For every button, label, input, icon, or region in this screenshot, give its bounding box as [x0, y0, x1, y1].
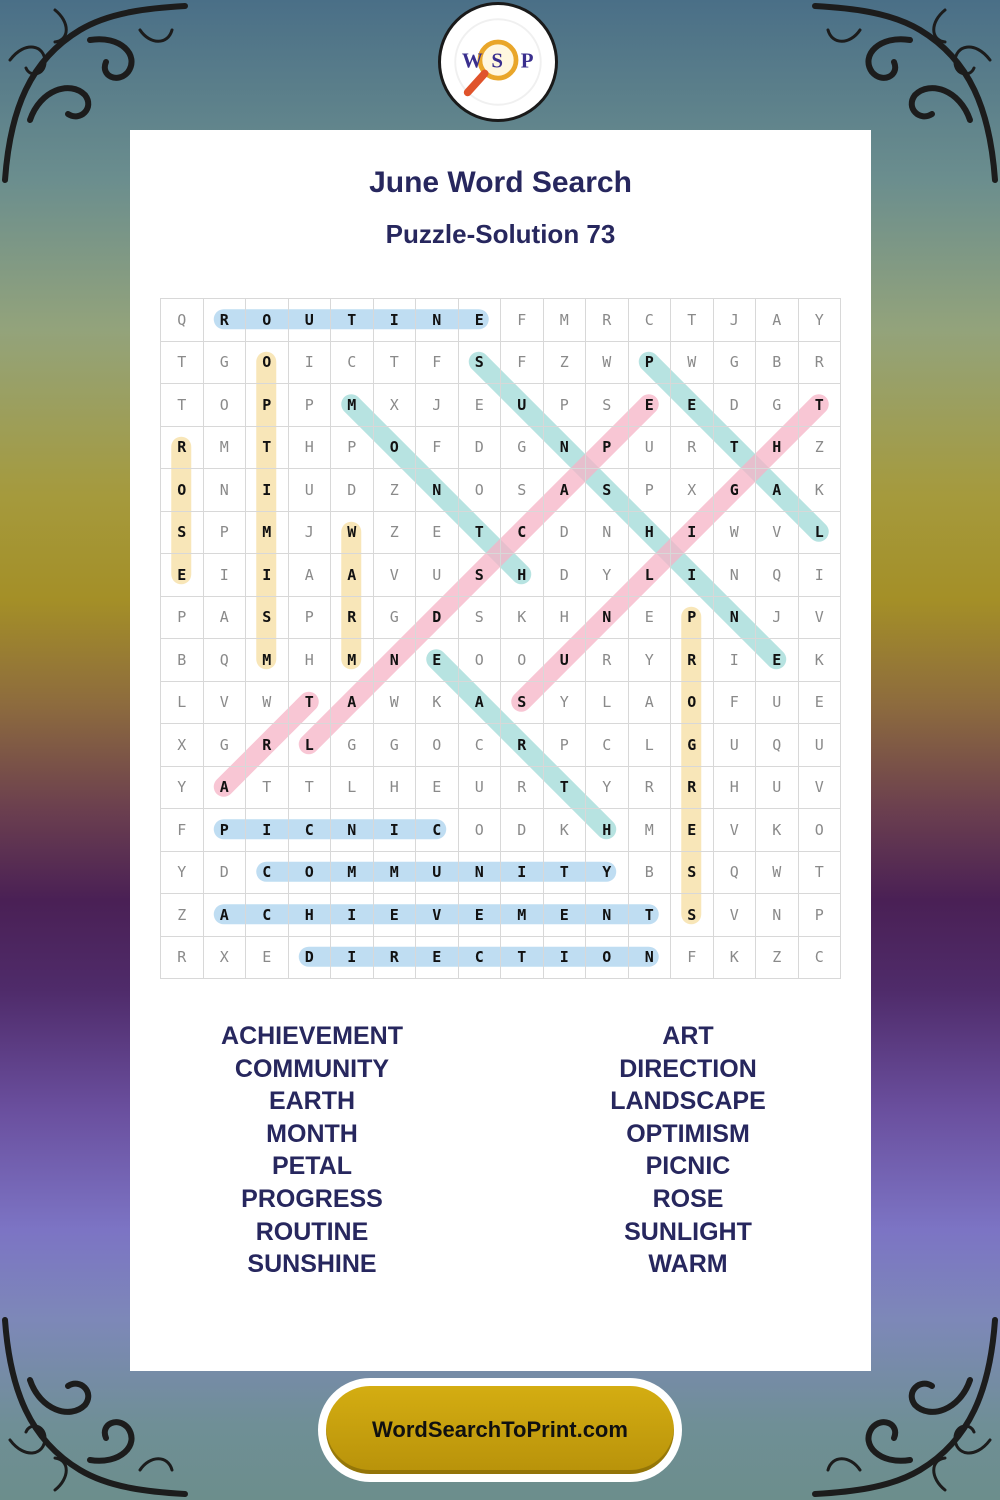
grid-cell[interactable]: G — [714, 342, 757, 385]
grid-cell[interactable]: M — [246, 512, 289, 555]
grid-cell[interactable]: C — [501, 512, 544, 555]
grid-cell[interactable]: W — [756, 852, 799, 895]
word-list-item: PROGRESS — [241, 1184, 383, 1213]
grid-cell[interactable]: O — [246, 299, 289, 342]
grid-cell[interactable]: R — [331, 597, 374, 640]
grid-cell[interactable]: P — [629, 469, 672, 512]
grid-cell[interactable]: Q — [204, 639, 247, 682]
wsp-logo[interactable] — [438, 2, 558, 122]
grid-cell[interactable]: O — [246, 342, 289, 385]
grid-cell[interactable]: R — [204, 299, 247, 342]
grid-cell[interactable]: K — [544, 809, 587, 852]
grid-cell[interactable]: U — [289, 299, 332, 342]
grid-cell[interactable]: L — [586, 682, 629, 725]
grid-cell[interactable]: X — [374, 384, 417, 427]
grid-cell[interactable]: U — [544, 639, 587, 682]
grid-cell[interactable]: N — [629, 937, 672, 980]
grid-cell[interactable]: P — [289, 384, 332, 427]
grid-cell[interactable]: Y — [544, 682, 587, 725]
grid-cell[interactable]: P — [671, 597, 714, 640]
grid-cell[interactable]: Y — [586, 767, 629, 810]
grid-cell[interactable]: M — [331, 852, 374, 895]
grid-cell[interactable]: J — [289, 512, 332, 555]
grid-cell[interactable]: N — [544, 427, 587, 470]
word-list-item: ROUTINE — [255, 1217, 369, 1246]
grid-cell[interactable]: U — [714, 724, 757, 767]
word-list-item: ROSE — [652, 1184, 724, 1213]
grid-cell[interactable]: U — [756, 682, 799, 725]
grid-cell[interactable]: F — [501, 299, 544, 342]
grid-cell[interactable]: P — [204, 512, 247, 555]
grid-cell[interactable]: C — [289, 809, 332, 852]
grid-cell[interactable]: I — [671, 554, 714, 597]
grid-cell[interactable]: E — [629, 384, 672, 427]
grid-cell[interactable]: Q — [756, 554, 799, 597]
grid-cell[interactable]: K — [501, 597, 544, 640]
word-list-item: OPTIMISM — [626, 1119, 750, 1148]
logo-letter-p: P — [520, 48, 534, 73]
grid-cell[interactable]: Z — [544, 342, 587, 385]
grid-cell[interactable]: P — [246, 384, 289, 427]
grid-cell[interactable]: P — [586, 427, 629, 470]
grid-cell[interactable]: K — [756, 809, 799, 852]
grid-cell[interactable]: V — [756, 512, 799, 555]
word-list-item: MONTH — [266, 1119, 358, 1148]
grid-cell[interactable]: U — [756, 767, 799, 810]
grid-cell[interactable]: E — [374, 894, 417, 937]
grid-cell[interactable]: H — [544, 597, 587, 640]
grid-cell[interactable]: G — [501, 427, 544, 470]
grid-cell[interactable]: O — [416, 724, 459, 767]
grid-cell[interactable]: O — [459, 639, 502, 682]
grid-cell[interactable]: D — [416, 597, 459, 640]
grid-cell[interactable]: V — [799, 597, 842, 640]
grid-cell[interactable]: I — [289, 342, 332, 385]
grid-cell[interactable]: E — [459, 894, 502, 937]
grid-cell[interactable]: N — [331, 809, 374, 852]
grid-cell[interactable]: C — [629, 299, 672, 342]
word-list-item: EARTH — [268, 1087, 356, 1116]
grid-cell[interactable]: I — [331, 894, 374, 937]
grid-cell[interactable]: A — [204, 597, 247, 640]
grid-cell[interactable]: V — [416, 894, 459, 937]
grid-cell[interactable]: U — [416, 852, 459, 895]
grid-cell[interactable]: Q — [161, 299, 204, 342]
grid-cell[interactable]: X — [204, 937, 247, 980]
grid-cell[interactable]: R — [799, 342, 842, 385]
grid-cell[interactable]: W — [714, 512, 757, 555]
word-search-grid — [160, 298, 841, 979]
grid-cell[interactable]: G — [374, 597, 417, 640]
logo-graphic — [441, 5, 555, 119]
grid-cell[interactable]: T — [289, 682, 332, 725]
grid-cell[interactable]: I — [204, 554, 247, 597]
grid-cell[interactable]: R — [374, 937, 417, 980]
word-list-item: SUNLIGHT — [624, 1217, 752, 1246]
grid-cell[interactable]: Q — [714, 852, 757, 895]
grid-cell[interactable]: M — [204, 427, 247, 470]
grid-cell[interactable]: E — [416, 767, 459, 810]
grid-cell[interactable]: X — [161, 724, 204, 767]
grid-cell[interactable]: T — [161, 342, 204, 385]
grid-cell[interactable]: N — [586, 512, 629, 555]
grid-cell[interactable]: A — [204, 894, 247, 937]
grid-cell[interactable]: S — [586, 384, 629, 427]
grid-cell[interactable]: X — [671, 469, 714, 512]
grid-cell[interactable]: P — [204, 809, 247, 852]
grid-cell[interactable]: N — [459, 852, 502, 895]
grid-cell[interactable]: U — [799, 724, 842, 767]
grid-cell[interactable]: O — [501, 639, 544, 682]
grid-cell[interactable]: V — [799, 767, 842, 810]
grid-cell[interactable]: R — [246, 724, 289, 767]
grid-cell[interactable]: T — [246, 427, 289, 470]
grid-cell[interactable]: H — [714, 767, 757, 810]
grid-cell[interactable]: D — [714, 384, 757, 427]
grid-cell[interactable]: L — [629, 724, 672, 767]
grid-cell[interactable]: I — [246, 809, 289, 852]
grid-cell[interactable]: I — [544, 937, 587, 980]
grid-cell[interactable]: E — [799, 682, 842, 725]
grid-cell[interactable]: I — [799, 554, 842, 597]
grid-cell[interactable]: S — [586, 469, 629, 512]
grid-cell[interactable]: K — [714, 937, 757, 980]
grid-cell[interactable]: R — [671, 639, 714, 682]
grid-cell[interactable]: E — [416, 639, 459, 682]
grid-cell[interactable]: O — [459, 469, 502, 512]
grid-cell[interactable]: H — [289, 894, 332, 937]
grid-cell[interactable]: S — [459, 597, 502, 640]
grid-cell[interactable]: Y — [629, 639, 672, 682]
grid-cell[interactable]: B — [161, 639, 204, 682]
grid-cell[interactable]: C — [459, 937, 502, 980]
grid-cell[interactable]: Z — [374, 512, 417, 555]
grid-cell[interactable]: T — [161, 384, 204, 427]
grid-cell[interactable]: F — [671, 937, 714, 980]
grid-cell[interactable]: C — [799, 937, 842, 980]
grid-cell[interactable]: I — [501, 852, 544, 895]
grid-cell[interactable]: T — [374, 342, 417, 385]
grid-cell[interactable]: P — [799, 894, 842, 937]
grid-cell[interactable]: J — [756, 597, 799, 640]
grid-cell[interactable]: E — [544, 894, 587, 937]
grid-cell[interactable]: G — [204, 342, 247, 385]
grid-cell[interactable]: W — [246, 682, 289, 725]
grid-cell[interactable]: S — [161, 512, 204, 555]
grid-cell[interactable]: I — [671, 512, 714, 555]
grid-cell[interactable]: T — [544, 767, 587, 810]
grid-cell[interactable]: U — [501, 384, 544, 427]
word-list-item: COMMUNITY — [234, 1054, 390, 1083]
grid-cell[interactable]: G — [204, 724, 247, 767]
grid-cell[interactable]: G — [714, 469, 757, 512]
grid-cell[interactable]: F — [501, 342, 544, 385]
grid-cell[interactable]: N — [756, 894, 799, 937]
grid-cell[interactable]: L — [331, 767, 374, 810]
grid-cell[interactable]: Y — [799, 299, 842, 342]
grid-cell[interactable]: E — [416, 937, 459, 980]
grid-cell[interactable]: L — [161, 682, 204, 725]
grid-cell[interactable]: I — [246, 469, 289, 512]
grid-cell[interactable]: O — [289, 852, 332, 895]
grid-cell[interactable]: I — [714, 639, 757, 682]
site-link-label: WordSearchToPrint.com — [326, 1386, 674, 1474]
grid-cell[interactable]: R — [501, 767, 544, 810]
grid-cell[interactable]: Y — [586, 554, 629, 597]
grid-cell[interactable]: S — [501, 682, 544, 725]
grid-cell[interactable]: J — [416, 384, 459, 427]
grid-cell[interactable]: Z — [756, 937, 799, 980]
grid-cell[interactable]: R — [161, 937, 204, 980]
grid-cell[interactable]: T — [501, 937, 544, 980]
grid-cell[interactable]: T — [799, 384, 842, 427]
grid-cell[interactable]: K — [799, 639, 842, 682]
grid-cell[interactable]: E — [246, 937, 289, 980]
word-list-item: ART — [662, 1022, 714, 1050]
grid-cell[interactable]: M — [501, 894, 544, 937]
grid-cell[interactable]: A — [544, 469, 587, 512]
grid-cell[interactable]: D — [501, 809, 544, 852]
grid-cell[interactable]: E — [671, 384, 714, 427]
grid-cell[interactable]: L — [629, 554, 672, 597]
grid-cell[interactable]: V — [204, 682, 247, 725]
grid-cell[interactable]: S — [459, 554, 502, 597]
grid-cell[interactable]: O — [459, 809, 502, 852]
grid-cell[interactable]: F — [416, 342, 459, 385]
grid-cell[interactable]: R — [671, 427, 714, 470]
grid-cell[interactable]: N — [586, 597, 629, 640]
grid-cell[interactable]: D — [459, 427, 502, 470]
grid-cell[interactable]: P — [161, 597, 204, 640]
grid-cell[interactable]: M — [246, 639, 289, 682]
grid-cell[interactable]: E — [416, 512, 459, 555]
grid-cell[interactable]: U — [289, 469, 332, 512]
grid-cell[interactable]: H — [586, 809, 629, 852]
grid-cell[interactable]: Q — [756, 724, 799, 767]
word-list-item: SUNSHINE — [247, 1250, 377, 1279]
logo-letter-w: W — [461, 48, 483, 73]
grid-cell[interactable]: V — [374, 554, 417, 597]
logo-letter-s: S — [491, 48, 503, 73]
grid-cell[interactable]: F — [161, 809, 204, 852]
grid-cell[interactable]: W — [374, 682, 417, 725]
grid-cell[interactable]: Y — [586, 852, 629, 895]
grid-cell[interactable]: M — [374, 852, 417, 895]
grid-cell[interactable]: E — [161, 554, 204, 597]
grid-cell[interactable]: S — [671, 894, 714, 937]
grid-cell[interactable]: A — [756, 469, 799, 512]
grid-cell[interactable]: R — [501, 724, 544, 767]
grid-cell[interactable]: O — [671, 682, 714, 725]
grid-cell[interactable]: T — [629, 894, 672, 937]
grid-cell[interactable]: R — [629, 767, 672, 810]
word-list-item: LANDSCAPE — [610, 1087, 766, 1116]
page-title: June Word Search — [369, 166, 632, 199]
grid-cell[interactable]: N — [416, 469, 459, 512]
grid-cell[interactable]: H — [629, 512, 672, 555]
grid-cell[interactable]: Z — [799, 427, 842, 470]
grid-cell[interactable]: A — [756, 299, 799, 342]
grid-cell[interactable]: M — [544, 299, 587, 342]
grid-cell[interactable]: R — [161, 427, 204, 470]
grid-cell[interactable]: O — [204, 384, 247, 427]
grid-cell[interactable]: G — [756, 384, 799, 427]
grid-cell[interactable]: P — [544, 384, 587, 427]
grid-cell[interactable]: S — [671, 852, 714, 895]
grid-cell[interactable]: A — [331, 682, 374, 725]
grid-cell[interactable]: G — [671, 724, 714, 767]
grid-cell[interactable]: S — [501, 469, 544, 512]
grid-cell[interactable]: Z — [374, 469, 417, 512]
grid-cell[interactable]: S — [246, 597, 289, 640]
grid-cell[interactable]: G — [331, 724, 374, 767]
grid-cell[interactable]: Z — [161, 894, 204, 937]
grid-cell[interactable]: S — [459, 342, 502, 385]
grid-cell[interactable]: T — [459, 512, 502, 555]
grid-cell[interactable]: M — [331, 384, 374, 427]
grid-cell[interactable]: P — [544, 724, 587, 767]
grid-cell[interactable]: F — [416, 427, 459, 470]
word-list-item: WARM — [648, 1250, 728, 1279]
grid-cell[interactable]: A — [204, 767, 247, 810]
grid-cell[interactable]: N — [416, 299, 459, 342]
grid-cell[interactable]: C — [586, 724, 629, 767]
grid-cell[interactable]: I — [374, 299, 417, 342]
grid-cell[interactable]: E — [459, 299, 502, 342]
word-list-left — [162, 1020, 462, 1281]
page-subtitle: Puzzle-Solution 73 — [385, 219, 616, 249]
grid-cell[interactable]: T — [331, 299, 374, 342]
grid-cell[interactable]: C — [246, 894, 289, 937]
grid-cell[interactable]: H — [501, 554, 544, 597]
grid-cell[interactable]: E — [756, 639, 799, 682]
grid-cell[interactable]: W — [331, 512, 374, 555]
grid-cell[interactable]: A — [289, 554, 332, 597]
word-list-right — [538, 1020, 838, 1281]
grid-cell[interactable]: N — [374, 639, 417, 682]
grid-cell[interactable]: B — [756, 342, 799, 385]
word-list-item: PETAL — [271, 1152, 353, 1181]
grid-cell[interactable]: N — [714, 597, 757, 640]
grid-cell[interactable]: C — [459, 724, 502, 767]
grid-cell[interactable]: H — [289, 427, 332, 470]
grid-cell[interactable]: Y — [161, 852, 204, 895]
grid-cell[interactable]: C — [246, 852, 289, 895]
grid-cell[interactable]: B — [629, 852, 672, 895]
grid-cell[interactable]: P — [331, 427, 374, 470]
grid-cell[interactable]: H — [289, 639, 332, 682]
grid-cell[interactable]: V — [714, 809, 757, 852]
grid-cell[interactable]: D — [544, 512, 587, 555]
grid-cell[interactable]: H — [756, 427, 799, 470]
grid-cell[interactable]: I — [246, 554, 289, 597]
grid-cell[interactable]: O — [374, 427, 417, 470]
grid-cell[interactable]: F — [714, 682, 757, 725]
letter-grid — [160, 298, 841, 979]
grid-cell[interactable]: I — [331, 937, 374, 980]
grid-cell[interactable]: K — [416, 682, 459, 725]
grid-cell[interactable]: D — [331, 469, 374, 512]
grid-cell[interactable]: D — [544, 554, 587, 597]
grid-cell[interactable]: R — [671, 767, 714, 810]
grid-cell[interactable]: T — [544, 852, 587, 895]
grid-cell[interactable]: T — [714, 427, 757, 470]
grid-cell[interactable]: W — [586, 342, 629, 385]
grid-cell[interactable]: U — [459, 767, 502, 810]
grid-cell[interactable]: U — [416, 554, 459, 597]
grid-cell[interactable]: E — [459, 384, 502, 427]
word-list-item: PICNIC — [645, 1152, 731, 1181]
grid-cell[interactable]: L — [799, 512, 842, 555]
grid-cell[interactable]: N — [204, 469, 247, 512]
grid-cell[interactable]: O — [161, 469, 204, 512]
grid-cell[interactable]: U — [629, 427, 672, 470]
grid-cell[interactable]: O — [586, 937, 629, 980]
word-list-item: DIRECTION — [619, 1054, 757, 1083]
grid-cell[interactable]: V — [714, 894, 757, 937]
grid-cell[interactable]: N — [714, 554, 757, 597]
grid-cell[interactable]: A — [331, 554, 374, 597]
grid-cell[interactable]: R — [586, 639, 629, 682]
word-list-item: ACHIEVEMENT — [221, 1022, 403, 1050]
grid-cell[interactable]: A — [459, 682, 502, 725]
grid-cell[interactable]: E — [671, 809, 714, 852]
grid-cell[interactable]: C — [331, 342, 374, 385]
grid-cell[interactable]: H — [374, 767, 417, 810]
grid-cell[interactable]: P — [289, 597, 332, 640]
grid-cell[interactable]: W — [671, 342, 714, 385]
grid-cell[interactable]: T — [289, 767, 332, 810]
grid-cell[interactable]: M — [629, 809, 672, 852]
grid-cell[interactable]: A — [629, 682, 672, 725]
grid-cell[interactable]: T — [799, 852, 842, 895]
grid-cell[interactable]: J — [714, 299, 757, 342]
grid-cell[interactable]: T — [246, 767, 289, 810]
grid-cell[interactable]: K — [799, 469, 842, 512]
grid-cell[interactable]: D — [204, 852, 247, 895]
site-link-button[interactable] — [318, 1378, 682, 1482]
grid-cell[interactable]: L — [289, 724, 332, 767]
grid-cell[interactable]: C — [416, 809, 459, 852]
grid-cell[interactable]: G — [374, 724, 417, 767]
grid-cell[interactable]: Y — [161, 767, 204, 810]
grid-cell[interactable]: P — [629, 342, 672, 385]
grid-cell[interactable]: T — [671, 299, 714, 342]
grid-cell[interactable]: I — [374, 809, 417, 852]
grid-cell[interactable]: O — [799, 809, 842, 852]
grid-cell[interactable]: N — [586, 894, 629, 937]
grid-cell[interactable]: M — [331, 639, 374, 682]
grid-cell[interactable]: R — [586, 299, 629, 342]
grid-cell[interactable]: E — [629, 597, 672, 640]
grid-cell[interactable]: D — [289, 937, 332, 980]
